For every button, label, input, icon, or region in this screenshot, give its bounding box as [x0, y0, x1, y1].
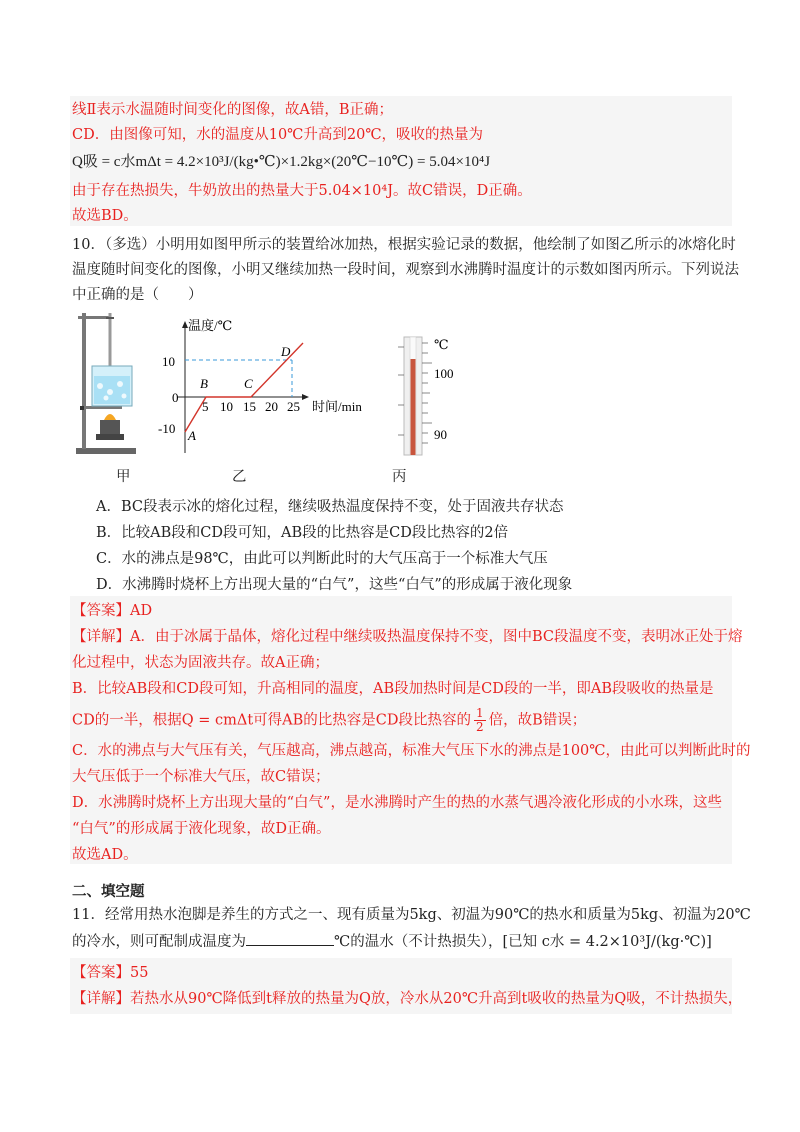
q11-detail-line1: 【详解】若热水从90℃降低到t释放的热量为Q放，冷水从20℃升高到t吸收的热量为Q吸，不计热损失， [72, 991, 743, 1007]
x-tick-25: 25 [287, 399, 300, 414]
y-axis-label: 温度/℃ [188, 318, 233, 333]
q11-answer: 【答案】55 [72, 965, 149, 981]
section-heading: 二、填空题 [72, 883, 145, 900]
q10-detail-line6: 大气压低于一个标准大气压，故C错误； [72, 769, 330, 785]
caption-bing: 丙 [392, 469, 407, 485]
prev-solution-line2: CD．由图像可知，水的温度从10℃升高到20℃，吸收的热量为 [72, 127, 484, 143]
prev-solution-line1: 线Ⅱ表示水温随时间变化的图像，故A错，B正确； [72, 102, 393, 118]
prev-solution-line3: 由于存在热损失，牛奶放出的热量大于5.04×10⁴J。故C错误，D正确。 [72, 183, 532, 199]
q10-stem-line3: 中正确的是（ ） [72, 287, 203, 303]
caption-yi: 乙 [232, 469, 247, 485]
answer-blank[interactable] [246, 931, 334, 946]
x-tick-20: 20 [265, 399, 278, 414]
q10-detail-line4-tail: 倍，故B错误； [488, 712, 587, 729]
thermometer-tick-90: 90 [434, 427, 447, 442]
q10-answer: 【答案】AD [72, 603, 153, 619]
q10-stem-line1: 10．（多选）小明用如图甲所示的装置给冰加热，根据实验记录的数据，他绘制了如图乙所示的冰熔化时 [72, 237, 736, 253]
point-C: C [244, 376, 253, 391]
option-b: B．比较AB段和CD段可知，AB段的比热容是CD段比热容的2倍 [96, 525, 509, 541]
heating-apparatus-figure [70, 308, 140, 458]
y-tick-neg10: -10 [158, 421, 176, 436]
thermometer-tick-100: 100 [434, 366, 454, 381]
q10-detail-line4 [72, 707, 732, 734]
q11-stem-line2-b: ℃的温水（不计热损失），[已知 c水 = 4.2×10³J/(kg·℃)] [334, 934, 712, 950]
q10-detail-line7: D．水沸腾时烧杯上方出现大量的“白气”，是水沸腾时产生的热的水蒸气遇冷液化形成的小水珠，这些 [72, 795, 722, 811]
fraction-one-half: $\frac{1}{2}$ [476, 706, 484, 734]
q10-detail-line5: C．水的沸点与大气压有关，气压越高，沸点越高，标准大气压下水的沸点是100℃，由此可以判断此时的 [72, 743, 751, 759]
x-tick-15: 15 [243, 399, 256, 414]
thermometer-figure [392, 335, 472, 460]
mercury-column [411, 359, 416, 455]
x-tick-5: 5 [202, 399, 209, 414]
q11-stem-line2 [72, 930, 732, 954]
y-tick-0: 0 [172, 390, 179, 405]
caption-jia: 甲 [116, 469, 131, 485]
option-a: A．BC段表示冰的熔化过程，继续吸热温度保持不变，处于固液共存状态 [96, 499, 564, 515]
y-tick-10: 10 [162, 354, 175, 369]
q10-detail-line8: “白气”的形成属于液化现象，故D正确。 [72, 821, 331, 837]
thermometer-unit: ℃ [434, 337, 449, 352]
option-c: C．水的沸点是98℃，由此可以判断此时的大气压高于一个标准大气压 [96, 551, 548, 567]
prev-solution-line4: 故选BD。 [72, 208, 138, 224]
option-d: D．水沸腾时烧杯上方出现大量的“白气”，这些“白气”的形成属于液化现象 [96, 577, 573, 593]
q10-detail-line1: 【详解】A．由于冰属于晶体，熔化过程中继续吸热温度保持不变，图中BC段温度不变，表明冰正处于熔 [72, 629, 743, 645]
heat-formula: Q吸 = c水mΔt = 4.2×10³J/(kg•℃)×1.2kg×(20℃−10℃) = 5.04×10⁴J [72, 154, 491, 170]
q10-detail-line4-text: CD的一半，根据Q = cmΔt可得AB的比热容是CD段比热容的 [72, 712, 471, 729]
q11-stem-line2-a: 的冷水，则可配制成温度为 [72, 934, 246, 950]
q10-detail-line2: 化过程中，状态为固液共存。故A正确； [72, 655, 329, 671]
q10-stem-line2: 温度随时间变化的图像，小明又继续加热一段时间，观察到水沸腾时温度计的示数如图丙所示。下列说法 [72, 262, 739, 278]
point-B: B [200, 376, 208, 391]
q11-stem-line1: 11．经常用热水泡脚是养生的方式之一、现有质量为5kg、初温为90℃的热水和质量为5kg、初温为20℃ [72, 907, 751, 923]
point-D: D [281, 344, 291, 359]
q10-detail-line9: 故选AD。 [72, 847, 138, 863]
q10-detail-line3: B．比较AB段和CD段可知，升高相同的温度，AB段加热时间是CD段的一半，即AB段吸收的热量是 [72, 681, 714, 697]
x-tick-10: 10 [220, 399, 233, 414]
x-axis-label: 时间/min [312, 399, 362, 414]
point-A: A [188, 428, 196, 443]
melting-graph-figure [150, 308, 380, 458]
